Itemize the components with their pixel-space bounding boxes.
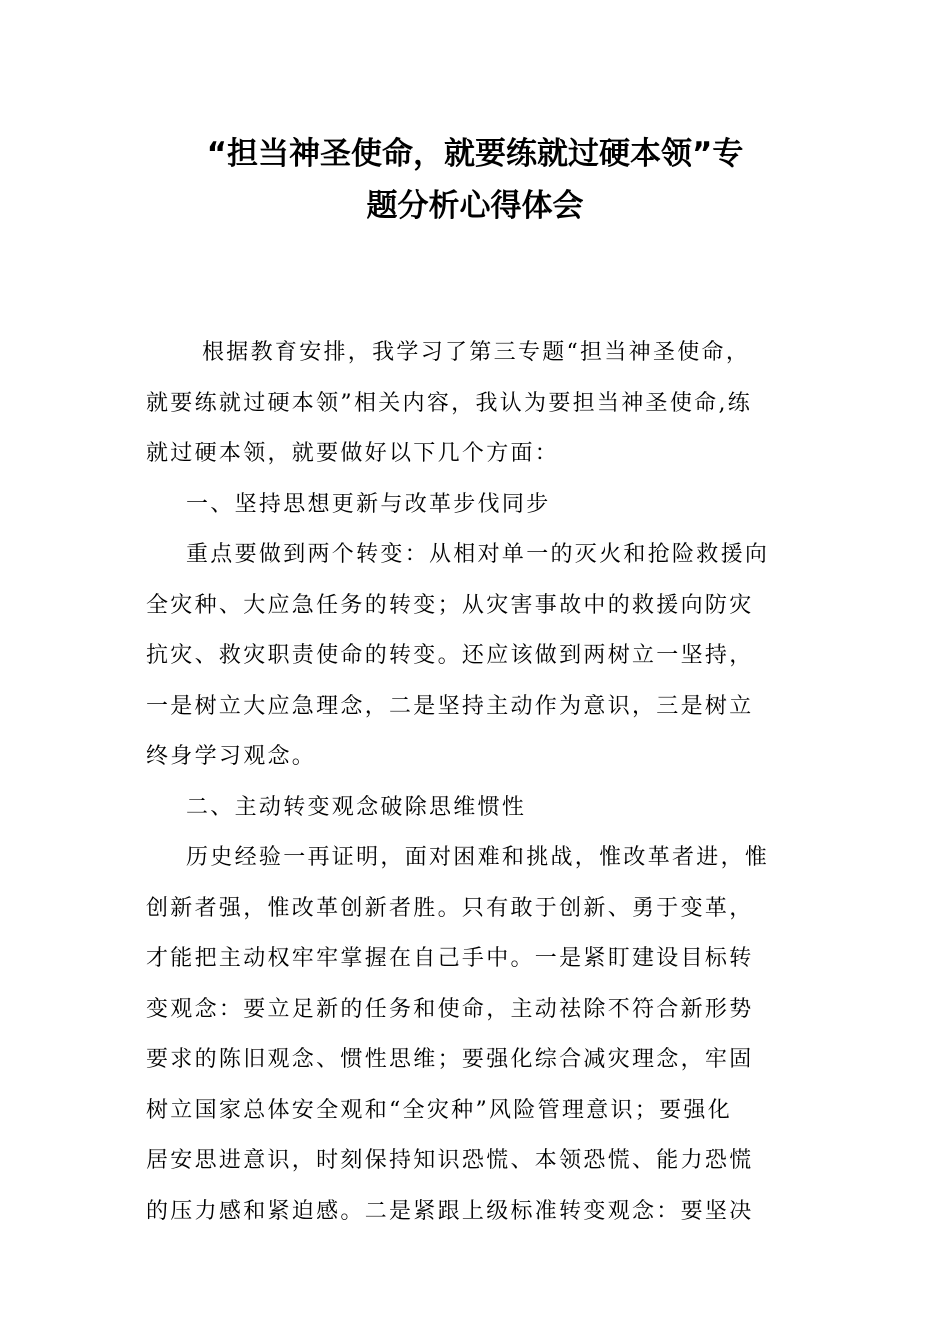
body-line: 就要练就过硬本领”相关内容，我认为要担当神圣使命,练	[146, 390, 753, 416]
document-body	[146, 328, 808, 1237]
body-line: 历史经验一再证明，面对困难和挑战，惟改革者进，惟	[186, 845, 770, 870]
body-line: 终身学习观念。	[146, 744, 317, 769]
body-line: 树立国家总体安全观和“全灾种”风险管理意识；要强化	[146, 1097, 732, 1123]
body-line: 就过硬本领，就要做好以下几个方面：	[146, 441, 560, 466]
body-line: 要求的陈旧观念、惯性思维；要强化综合减灾理念，牢固	[146, 1047, 754, 1072]
body-line: 才能把主动权牢牢掌握在自己手中。一是紧盯建设目标转	[146, 946, 754, 971]
body-line: 创新者强，惟改革创新者胜。只有敢于创新、勇于变革，	[146, 895, 754, 921]
body-line: 居安思进意识，时刻保持知识恐慌、本领恐慌、能力恐慌	[146, 1148, 754, 1173]
body-line: 二、主动转变观念破除思维惯性	[186, 794, 527, 820]
document-title	[120, 128, 830, 232]
body-line: 抗灾、救灾职责使命的转变。还应该做到两树立一坚持，	[146, 643, 754, 668]
title-line-2: 题分析心得体会	[366, 188, 584, 224]
body-line: 一、坚持思想更新与改革步伐同步	[186, 491, 551, 517]
body-line: 重点要做到两个转变：从相对单一的灭火和抢险救援向	[186, 542, 770, 567]
body-line: 变观念：要立足新的任务和使命，主动祛除不符合新形势	[146, 996, 754, 1022]
body-line: 的压力感和紧迫感。二是紧跟上级标准转变观念：要坚决	[146, 1198, 754, 1224]
body-line: 全灾种、大应急任务的转变；从灾害事故中的救援向防灾	[146, 592, 754, 618]
title-line-1: “担当神圣使命，就要练就过硬本领”专	[206, 136, 744, 172]
body-line: 一是树立大应急理念，二是坚持主动作为意识，三是树立	[146, 693, 754, 719]
body-line: 根据教育安排，我学习了第三专题“担当神圣使命，	[202, 340, 751, 365]
